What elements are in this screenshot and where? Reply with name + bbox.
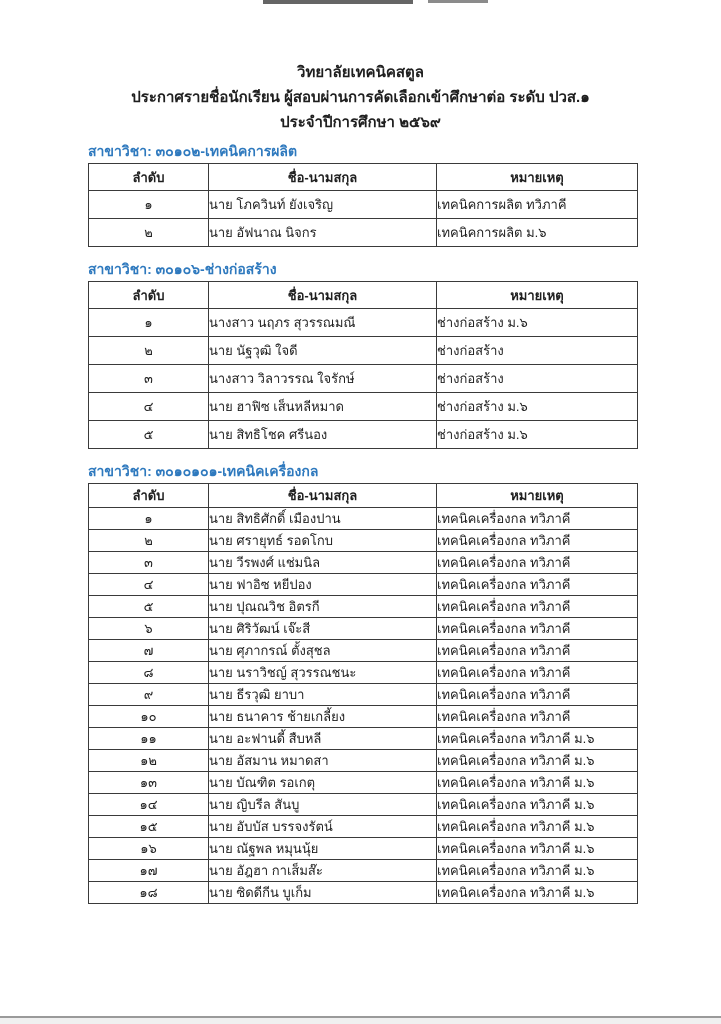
remark: เทคนิคเครื่องกล ทวิภาคี bbox=[437, 552, 638, 574]
row-number: ๑ bbox=[89, 191, 209, 219]
section-heading: สาขาวิชา: ๓๐๑๐๖-ช่างก่อสร้าง bbox=[88, 261, 277, 277]
column-header-name: ชื่อ-นามสกุล bbox=[209, 484, 437, 508]
remark: เทคนิคเครื่องกล ทวิภาคี ม.๖ bbox=[437, 838, 638, 860]
student-name: นาย ธีรวุฒิ ยาบา bbox=[209, 684, 437, 706]
row-number: ๑ bbox=[89, 309, 209, 337]
student-name: นาย วีรพงศ์ แช่มนิล bbox=[209, 552, 437, 574]
title-block bbox=[0, 0, 721, 135]
table-header-row bbox=[89, 484, 638, 508]
table-row bbox=[89, 219, 638, 247]
row-number: ๒ bbox=[89, 530, 209, 552]
results-table bbox=[88, 281, 638, 449]
student-name: นาย นราวิชญ์ สุวรรณชนะ bbox=[209, 662, 437, 684]
student-name: นาย ฟาอิซ หยีปอง bbox=[209, 574, 437, 596]
table-row bbox=[89, 728, 638, 750]
student-name: นางสาว นฤภร สุวรรณมณี bbox=[209, 309, 437, 337]
row-number: ๑๐ bbox=[89, 706, 209, 728]
remark: เทคนิคเครื่องกล ทวิภาคี ม.๖ bbox=[437, 860, 638, 882]
remark: ช่างก่อสร้าง ม.๖ bbox=[437, 421, 638, 449]
table-row bbox=[89, 684, 638, 706]
section-heading: สาขาวิชา: ๓๐๑๐๒-เทคนิคการผลิต bbox=[88, 143, 298, 159]
scan-artifact-top bbox=[428, 0, 488, 3]
row-number: ๑ bbox=[89, 508, 209, 530]
student-name: นาย ธนาคาร ช้ายเกลี้ยง bbox=[209, 706, 437, 728]
remark: เทคนิคเครื่องกล ทวิภาคี bbox=[437, 596, 638, 618]
row-number: ๓ bbox=[89, 365, 209, 393]
table-row bbox=[89, 552, 638, 574]
remark: ช่างก่อสร้าง bbox=[437, 365, 638, 393]
remark: เทคนิคเครื่องกล ทวิภาคี ม.๖ bbox=[437, 772, 638, 794]
remark: เทคนิคเครื่องกล ทวิภาคี ม.๖ bbox=[437, 728, 638, 750]
table-row bbox=[89, 309, 638, 337]
table-row bbox=[89, 860, 638, 882]
row-number: ๑๖ bbox=[89, 838, 209, 860]
table-header-row bbox=[89, 282, 638, 309]
remark: เทคนิคเครื่องกล ทวิภาคี bbox=[437, 640, 638, 662]
remark: เทคนิคเครื่องกล ทวิภาคี ม.๖ bbox=[437, 882, 638, 904]
column-header-name: ชื่อ-นามสกุล bbox=[209, 282, 437, 309]
results-table bbox=[88, 483, 638, 904]
student-name: นาย อะฟานดี้ สืบหลี bbox=[209, 728, 437, 750]
table-row bbox=[89, 618, 638, 640]
program-section bbox=[88, 462, 639, 904]
row-number: ๕ bbox=[89, 421, 209, 449]
row-number: ๔ bbox=[89, 393, 209, 421]
student-name: นาย อัฎฮา กาเส็มส๊ะ bbox=[209, 860, 437, 882]
page-subtitle: ประกาศรายชื่อนักเรียน ผู้สอบผ่านการคัดเลือกเข้าศึกษาต่อ ระดับ ปวส.๑ bbox=[131, 89, 590, 106]
remark: เทคนิคการผลิต ทวิภาคี bbox=[437, 191, 638, 219]
table-row bbox=[89, 838, 638, 860]
table-row bbox=[89, 794, 638, 816]
student-name: นาย ซิดดีกีน บูเก็ม bbox=[209, 882, 437, 904]
remark: ช่างก่อสร้าง ม.๖ bbox=[437, 309, 638, 337]
table-row bbox=[89, 662, 638, 684]
row-number: ๑๔ bbox=[89, 794, 209, 816]
academic-year: ประจำปีการศึกษา ๒๕๖๙ bbox=[280, 114, 441, 131]
student-name: นางสาว วิลาวรรณ ใจรักษ์ bbox=[209, 365, 437, 393]
student-name: นาย โภควินท์ ยังเจริญ bbox=[209, 191, 437, 219]
remark: เทคนิคเครื่องกล ทวิภาคี ม.๖ bbox=[437, 750, 638, 772]
remark: เทคนิคเครื่องกล ทวิภาคี bbox=[437, 618, 638, 640]
row-number: ๓ bbox=[89, 552, 209, 574]
remark: เทคนิคเครื่องกล ทวิภาคี ม.๖ bbox=[437, 794, 638, 816]
row-number: ๗ bbox=[89, 640, 209, 662]
student-name: นาย ศิริวัฒน์ เจ๊ะสี bbox=[209, 618, 437, 640]
row-number: ๑๘ bbox=[89, 882, 209, 904]
row-number: ๖ bbox=[89, 618, 209, 640]
student-name: นาย ฮาฟิซ เส็นหลีหมาด bbox=[209, 393, 437, 421]
program-section bbox=[88, 260, 639, 449]
column-header-name: ชื่อ-นามสกุล bbox=[209, 164, 437, 191]
results-table bbox=[88, 163, 638, 247]
student-name: นาย ศรายุทธ์ รอดโกบ bbox=[209, 530, 437, 552]
table-row bbox=[89, 750, 638, 772]
table-row bbox=[89, 393, 638, 421]
row-number: ๙ bbox=[89, 684, 209, 706]
remark: ช่างก่อสร้าง ม.๖ bbox=[437, 393, 638, 421]
table-row bbox=[89, 882, 638, 904]
table-row bbox=[89, 706, 638, 728]
row-number: ๑๗ bbox=[89, 860, 209, 882]
column-header-remark: หมายเหตุ bbox=[437, 484, 638, 508]
remark: เทคนิคการผลิต ม.๖ bbox=[437, 219, 638, 247]
table-row bbox=[89, 816, 638, 838]
student-name: นาย ณัฐพล หมุนนุ้ย bbox=[209, 838, 437, 860]
student-name: นาย บัณฑิต รอเกตุ bbox=[209, 772, 437, 794]
column-header-remark: หมายเหตุ bbox=[437, 164, 638, 191]
table-row bbox=[89, 365, 638, 393]
row-number: ๒ bbox=[89, 337, 209, 365]
page-title: วิทยาลัยเทคนิคสตูล bbox=[297, 64, 424, 81]
column-header-remark: หมายเหตุ bbox=[437, 282, 638, 309]
table-row bbox=[89, 191, 638, 219]
table-row bbox=[89, 421, 638, 449]
row-number: ๑๑ bbox=[89, 728, 209, 750]
table-row bbox=[89, 772, 638, 794]
row-number: ๒ bbox=[89, 219, 209, 247]
section-heading: สาขาวิชา: ๓๐๑๐๑๐๑-เทคนิคเครื่องกล bbox=[88, 463, 319, 479]
column-header-no: ลำดับ bbox=[89, 282, 209, 309]
remark: เทคนิคเครื่องกล ทวิภาคี bbox=[437, 574, 638, 596]
student-name: นาย อับบัส บรรจงรัตน์ bbox=[209, 816, 437, 838]
student-name: นาย อัสมาน หมาดสา bbox=[209, 750, 437, 772]
sections-container bbox=[88, 142, 639, 904]
student-name: นาย สิทธิโชค ศรีนอง bbox=[209, 421, 437, 449]
remark: เทคนิคเครื่องกล ทวิภาคี bbox=[437, 662, 638, 684]
column-header-no: ลำดับ bbox=[89, 164, 209, 191]
row-number: ๕ bbox=[89, 596, 209, 618]
row-number: ๑๒ bbox=[89, 750, 209, 772]
row-number: ๔ bbox=[89, 574, 209, 596]
row-number: ๑๕ bbox=[89, 816, 209, 838]
table-row bbox=[89, 596, 638, 618]
student-name: นาย ญิบรีล สันบู bbox=[209, 794, 437, 816]
program-section bbox=[88, 142, 639, 247]
remark: เทคนิคเครื่องกล ทวิภาคี bbox=[437, 706, 638, 728]
student-name: นาย อัฟนาณ นิจกร bbox=[209, 219, 437, 247]
table-row bbox=[89, 508, 638, 530]
table-row bbox=[89, 640, 638, 662]
table-row bbox=[89, 574, 638, 596]
table-row bbox=[89, 337, 638, 365]
table-header-row bbox=[89, 164, 638, 191]
remark: เทคนิคเครื่องกล ทวิภาคี bbox=[437, 530, 638, 552]
remark: เทคนิคเครื่องกล ทวิภาคี bbox=[437, 684, 638, 706]
remark: เทคนิคเครื่องกล ทวิภาคี ม.๖ bbox=[437, 816, 638, 838]
remark: ช่างก่อสร้าง bbox=[437, 337, 638, 365]
scan-artifact-bottom-shade bbox=[0, 1018, 721, 1024]
scan-artifact-top bbox=[263, 0, 413, 4]
table-row bbox=[89, 530, 638, 552]
student-name: นาย สิทธิศักดิ์ เมืองปาน bbox=[209, 508, 437, 530]
column-header-no: ลำดับ bbox=[89, 484, 209, 508]
row-number: ๘ bbox=[89, 662, 209, 684]
student-name: นาย นัฐวุฒิ ใจดี bbox=[209, 337, 437, 365]
student-name: นาย ศุภากรณ์ ตั้งสุชล bbox=[209, 640, 437, 662]
student-name: นาย ปุณณวิช อิตรกี bbox=[209, 596, 437, 618]
remark: เทคนิคเครื่องกล ทวิภาคี bbox=[437, 508, 638, 530]
row-number: ๑๓ bbox=[89, 772, 209, 794]
